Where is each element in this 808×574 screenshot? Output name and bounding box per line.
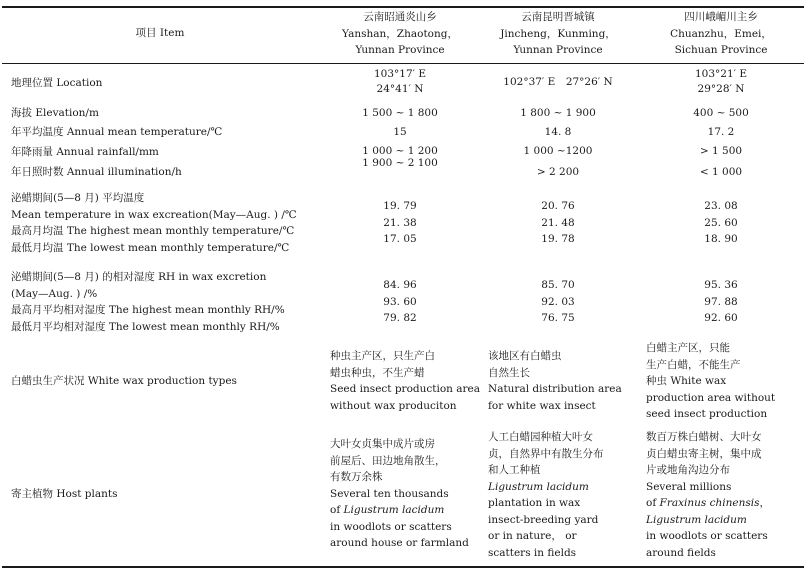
row-label: 年平均温度 Annual mean temperature/℃ bbox=[11, 126, 223, 138]
table-bottom-rule bbox=[2, 566, 804, 568]
row-label: 地理位置 Location bbox=[11, 77, 103, 89]
header-emei: 四川峨嵋川主乡 Chuanzhu，Emei， Sichuan Province bbox=[670, 11, 772, 56]
row-label: 泌蜡期间(5—8 月) 平均温度 Mean temperature in wax excreation(May—Aug. ) /℃ 最高月均温 The highest mean monthly temperature/℃ 最低月均温 The lowest mean monthly temperature/℃ bbox=[11, 192, 297, 254]
table-top-rule bbox=[2, 6, 804, 8]
row-label: 泌蜡期间(5—8 月) 的相对湿度 RH in wax excretion (May—Aug. ) /% 最高月平均相对湿度 The highest mean monthly RH/% 最低月平均相对湿度 The lowest mean monthly RH/% bbox=[11, 271, 285, 333]
header-kunming: 云南昆明晋城镇 Jincheng，Kunming， Yunnan Province bbox=[500, 11, 616, 56]
header-zhaotong: 云南昭通炎山乡 Yanshan，Zhaotong， Yunnan Province bbox=[342, 11, 458, 56]
row-label: 寄主植物 Host plants bbox=[11, 488, 118, 500]
row-label: 年降雨量 Annual rainfall/mm bbox=[11, 146, 159, 158]
table-header-rule bbox=[2, 63, 804, 64]
row-label: 海拔 Elevation/m bbox=[11, 107, 99, 119]
header-item: 项目 Item bbox=[135, 27, 185, 39]
row-label: 白蜡虫生产状况 White wax production types bbox=[11, 375, 237, 387]
row-label: 年日照时数 Annual illumination/h bbox=[11, 166, 182, 178]
